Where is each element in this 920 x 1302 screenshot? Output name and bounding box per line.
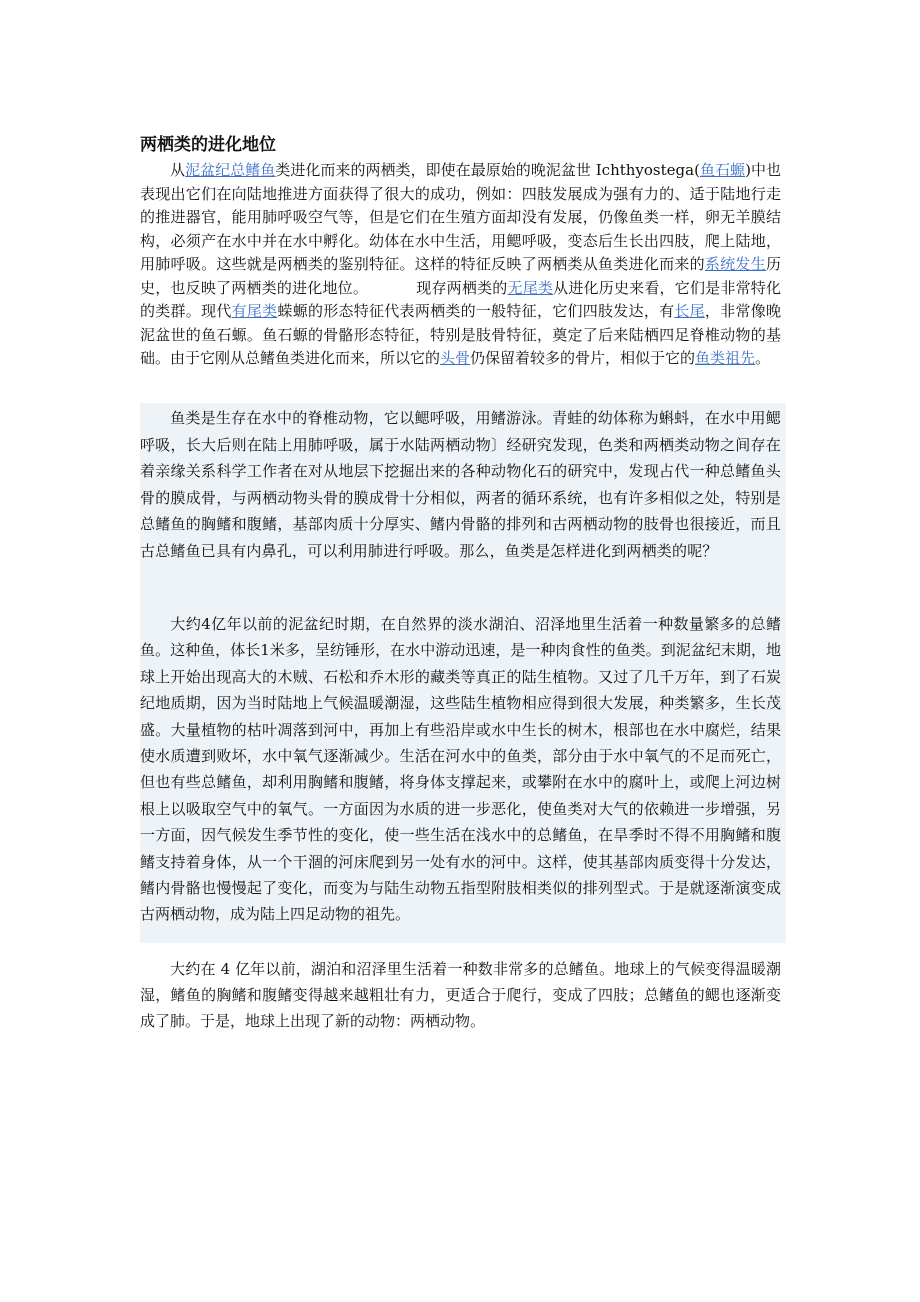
link-caudata[interactable]: 有尾类 — [231, 302, 278, 320]
link-long-tail[interactable]: 长尾 — [674, 302, 705, 320]
link-devonian[interactable]: 泥盆纪 — [185, 161, 231, 179]
paragraph-devonian-period — [140, 611, 781, 928]
text: 从进化历史来看，它们是非常特化的类群。现代 — [140, 278, 781, 320]
text: 历史，也反映了两栖类的进化地位。 — [140, 255, 781, 297]
paragraph-evolution-status — [140, 159, 781, 371]
link-skull[interactable]: 头骨 — [440, 349, 471, 367]
text: 现存两栖类的 — [416, 278, 508, 297]
text: 类进化而来的两栖类，即使在最原始的晚泥盆世 Ichthyostega( — [275, 161, 700, 179]
text: 从 — [170, 161, 186, 179]
text: )中也表现出它们在向陆地推进方面获得了很大的成功，例如：四肢发展成为强有力的、适于陆地行走的推进器官，能用肺呼吸空气等，但是它们在生殖方面却没有发展，仍像鱼类一样，卵无羊膜结构，必须产在水中并在水中孵化。幼体在水中生活，用鳃呼吸，变态后生长出四肢，爬上陆地，用肺呼吸。这些就是两栖类的鉴别特征。这样的特征反映了两栖类从鱼类进化而来的 — [140, 161, 781, 273]
link-anura[interactable]: 无尾类 — [507, 278, 554, 297]
page-title: 两栖类的进化地位 — [140, 135, 276, 155]
link-phylogeny[interactable]: 系统发生 — [704, 255, 766, 273]
paragraph-summary — [140, 956, 781, 1034]
text: 蝾螈的形态特征代表两栖类的一般特征，它们四肢发达，有 — [277, 302, 675, 320]
link-fish-ancestor[interactable]: 鱼类祖先 — [695, 349, 756, 367]
link-ichthyostega[interactable]: 鱼石螈 — [699, 161, 746, 179]
text: 。 — [755, 349, 771, 367]
text: ，非常像晚泥盆世的鱼石螈。鱼石螈的骨骼形态特征，特别是肢骨特征，奠定了后来陆栖四足脊椎动物的基础。由于它刚从总鳍鱼类进化而来，所以它的 — [140, 302, 781, 367]
link-crossopterygii[interactable]: 总鳍鱼 — [230, 161, 276, 179]
text: 鱼类是生存在水中的脊椎动物，它以鳃呼吸，用鳍游泳。青蛙的幼体称为蝌蚪，在水中用鳃呼吸，长大后则在陆上用肺呼吸，属于水陆两栖动物〕经研究发现，色类和两栖类动物之间存在着亲缘关系科学工作者在对从地层下挖掘出来的各种动物化石的研究中，发现占代一种总鳍鱼头骨的膜成骨，与两栖动物头骨的膜成骨十分相似，两者的循环系统，也有许多相似之处，特别是总鳍鱼的胸鳍和腹鳍，基部肉质十分厚实、鳍内骨骼的排列和古两栖动物的肢骨也很接近，而且古总鳍鱼已具有内鼻孔，可以利用肺进行呼吸。那么，鱼类是怎样进化到两栖类的呢？ — [140, 409, 781, 560]
paragraph-fish-and-amphibians — [140, 405, 781, 564]
text: 大约4亿年以前的泥盆纪时期，在自然界的淡水湖泊、沼泽地里生活着一种数量繁多的总鳍鱼。这种鱼，体长1米多，呈纺锤形，在水中游动迅速，是一种肉食性的鱼类。到泥盆纪末期，地球上开始出现高大的木贼、石松和乔木形的藏类等真正的陆生植物。又过了几千万年，到了石炭纪地质期，因为当时陆地上气候温暖潮湿，这些陆生植物相应得到很大发展，种类繁多，生长茂盛。大量植物的枯叶凋落到河中，再加上有些沿岸或水中生长的树木，根部也在水中腐烂，结果使水质遭到败坏，水中氧气逐渐减少。生活在河水中的鱼类，部分由于水中氧气的不足而死亡，但也有些总鳍鱼，却利用胸鳍和腹鳍，将身体支撑起来，或攀附在水中的腐叶上，或爬上河边树根上以吸取空气中的氧气。一方面因为水质的进一步恶化，使鱼类对大气的依赖进一步增强，另一方面，因气候发生季节性的变化，使一些生活在浅水中的总鳍鱼，在旱季时不得不用胸鳍和腹鳍支持着身体，从一个干涸的河床爬到另一处有水的河中。这样，使其基部肉质变得十分发达，鳍内骨骼也慢慢起了变化，而变为与陆生动物五指型附肢相类似的排列型式。于是就逐渐演变成古两栖动物，成为陆上四足动物的祖先。 — [140, 615, 781, 924]
text: 仍保留着较多的骨片，相似于它的 — [470, 349, 696, 367]
text: 大约在 4 亿年以前，湖泊和沼泽里生活着一种数非常多的总鳍鱼。地球上的气候变得温暖潮湿，鳍鱼的胸鳍和腹鳍变得越来越粗壮有力，更适合于爬行，变成了四肢；总鳍鱼的鳃也逐渐变成了肺。于是，地球上出现了新的动物：两栖动物。 — [140, 960, 781, 1030]
